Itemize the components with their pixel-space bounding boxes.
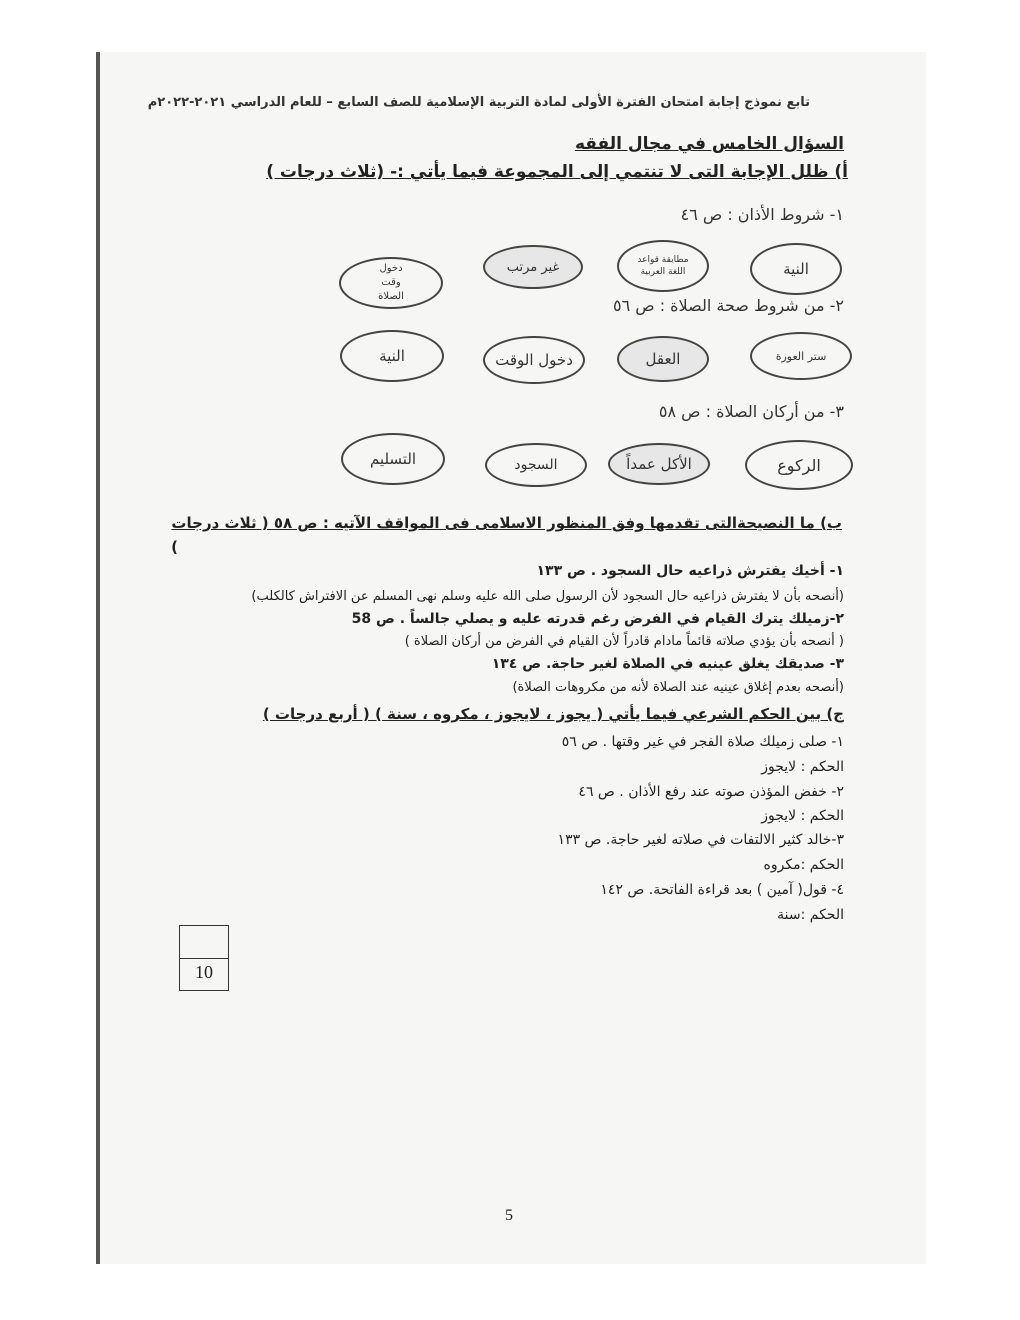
option-oval: مطابقة قواعد اللغة العربية — [617, 240, 709, 292]
score-box-divider — [180, 958, 228, 959]
question-title: السؤال الخامس في مجال الفقه — [574, 134, 844, 154]
part-a-heading: أ) ظلل الإجابة التى لا تنتمي إلى المجموعة فيما يأتي :- (ثلاث درجات ) — [266, 162, 848, 182]
advice-answer: ( أنصحه بأن يؤدي صلاته قائماً مادام قادراً لأن القيام في الفرض من أركان الصلاة ) — [404, 634, 844, 649]
ruling-question: ٤- قول( آمين ) بعد قراءة الفاتحة. ص ١٤٢ — [600, 882, 844, 898]
page-number: 5 — [505, 1207, 513, 1224]
ruling-question: ١- صلى زميلك صلاة الفجر في غير وقتها . ص ٥٦ — [561, 734, 844, 750]
option-oval: دخول وقت الصلاة — [339, 257, 443, 309]
ruling-answer: الحكم :سنة — [777, 907, 844, 923]
option-oval: الركوع — [745, 440, 853, 490]
score-box — [179, 925, 229, 991]
option-oval: السجود — [485, 443, 587, 487]
selected-option-oval: الأكل عمداً — [608, 443, 710, 485]
advice-question: ١- أخيك يفترش ذراعيه حال السجود . ص ١٣٣ — [536, 563, 844, 579]
group-2-label: ٢- من شروط صحة الصلاة : ص ٥٦ — [612, 296, 844, 315]
ruling-question: ٢- خفض المؤذن صوته عند رفع الأذان . ص ٤٦ — [578, 784, 844, 800]
score-total: 10 — [195, 962, 213, 982]
ruling-answer: الحكم : لايجوز — [761, 808, 844, 824]
group-3-label: ٣- من أركان الصلاة : ص ٥٨ — [658, 402, 844, 421]
advice-answer: (أنصحه بعدم إغلاق عينيه عند الصلاة لأنه من مكروهات الصلاة) — [512, 680, 844, 695]
option-oval: ستر العورة — [750, 332, 852, 380]
option-oval: دخول الوقت — [483, 336, 585, 384]
selected-option-oval: العقل — [617, 336, 709, 382]
ruling-question: ٣-خالد كثير الالتفات في صلاته لغير حاجة. ص ١٣٣ — [557, 832, 844, 848]
page-edge — [96, 52, 100, 1264]
part-b-heading: ب) ما النصيحةالتى تقدمها وفق المنظور الاسلامى فى المواقف الآتيه : ص ٥٨ ( ثلاث درجات — [171, 514, 842, 532]
page-header: تابع نموذج إجابة امتحان الفترة الأولى لمادة التربية الإسلامية للصف السابع – للعام الدراسي ٢٠٢١-٢٠٢٢م — [147, 95, 810, 110]
advice-answer: (أنصحه بأن لا يفترش ذراعيه حال السجود لأن الرسول صلى الله عليه وسلم نهى المسلم عن الافتراش كالكلب) — [251, 589, 844, 604]
option-oval: النية — [750, 243, 842, 295]
ruling-answer: الحكم : لايجوز — [761, 759, 844, 775]
selected-option-oval: غير مرتب — [483, 245, 583, 289]
part-b-heading-tail: ) — [171, 538, 178, 556]
advice-question: ٢-زميلك يترك القيام في الفرض رغم قدرته عليه و يصلي جالساً . ص 58 — [351, 611, 844, 627]
option-oval: التسليم — [341, 433, 445, 485]
option-oval: النية — [340, 330, 444, 382]
ruling-answer: الحكم :مكروه — [763, 857, 844, 873]
part-c-heading: ج) بين الحكم الشرعي فيما يأتي ( يجوز ، لايجوز ، مكروه ، سنة ) ( أربع درجات ) — [262, 705, 844, 723]
group-1-label: ١- شروط الأذان : ص ٤٦ — [680, 205, 844, 224]
advice-question: ٣- صديقك يغلق عينيه في الصلاة لغير حاجة. ص ١٣٤ — [491, 656, 844, 672]
